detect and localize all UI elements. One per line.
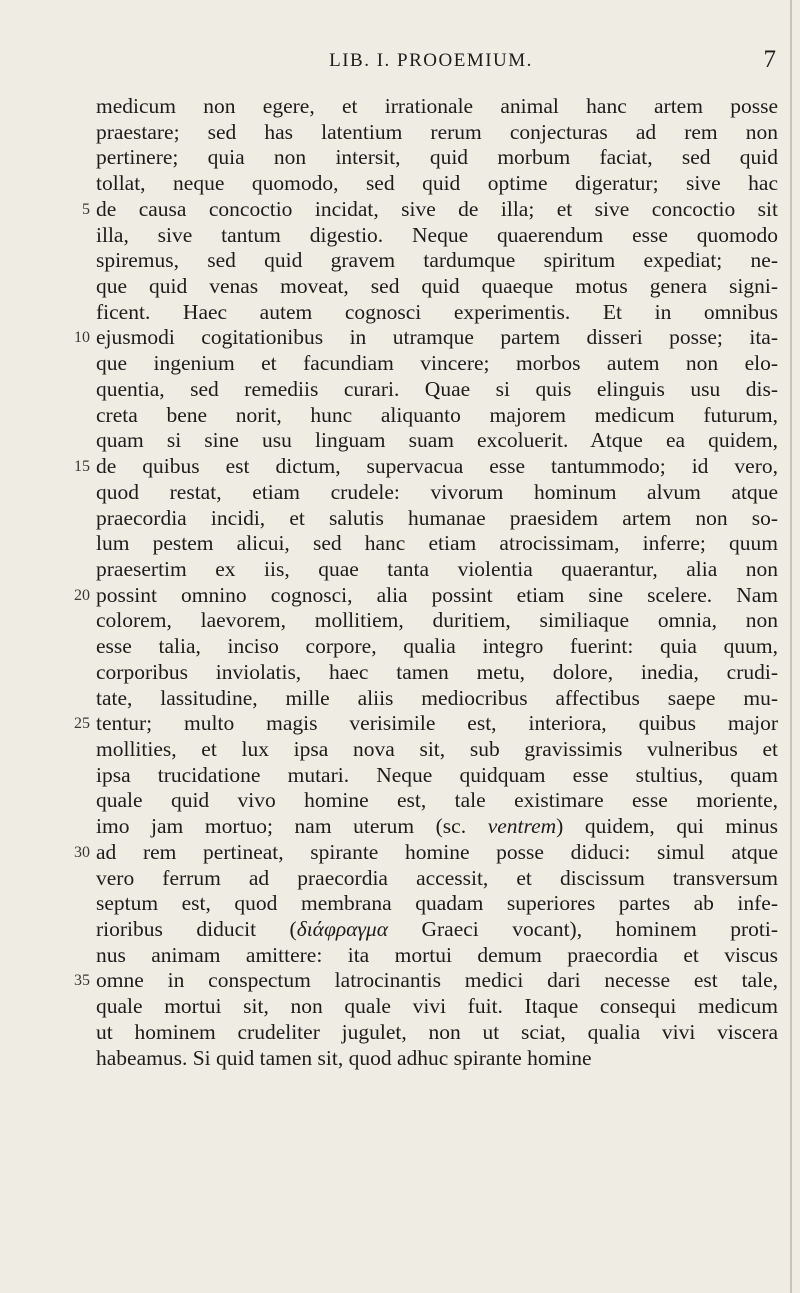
line-text: vero ferrum ad praecordia accessit, et discissum transversum bbox=[96, 865, 778, 890]
text-line bbox=[0, 428, 800, 454]
text-line bbox=[0, 403, 800, 429]
text-line bbox=[0, 737, 800, 763]
page-header bbox=[86, 48, 776, 78]
line-text: mollities, et lux ipsa nova sit, sub gravissimis vulneribus et bbox=[96, 736, 778, 761]
text-line bbox=[0, 763, 800, 789]
text-line bbox=[0, 1046, 800, 1072]
line-number: 35 bbox=[74, 972, 90, 990]
text-line bbox=[0, 634, 800, 660]
text-line bbox=[0, 866, 800, 892]
text-line bbox=[0, 891, 800, 917]
text-line bbox=[0, 608, 800, 634]
text-line bbox=[0, 1020, 800, 1046]
running-head: LIB. I. PROOEMIUM. bbox=[329, 50, 533, 71]
text-line bbox=[0, 686, 800, 712]
text-line bbox=[0, 377, 800, 403]
line-text: colorem, laevorem, mollitiem, duritiem, similiaque omnia, non bbox=[96, 608, 778, 633]
text-line bbox=[0, 531, 800, 557]
text-line bbox=[0, 197, 800, 223]
line-text: nus animam amittere: ita mortui demum praecordia et viscus bbox=[96, 942, 778, 967]
text-line bbox=[0, 145, 800, 171]
text-line bbox=[0, 660, 800, 686]
text-line bbox=[0, 788, 800, 814]
text-line bbox=[0, 94, 800, 120]
line-text: habeamus. Si quid tamen sit, quod adhuc spirante homine bbox=[96, 1045, 592, 1070]
line-text: spiremus, sed quid gravem tardumque spiritum expediat; ne- bbox=[96, 248, 778, 273]
text-line bbox=[0, 840, 800, 866]
text-line bbox=[0, 557, 800, 583]
line-text: pertinere; quia non intersit, quid morbum faciat, sed quid bbox=[96, 145, 778, 170]
line-text: creta bene norit, hunc aliquanto majorem medicum futurum, bbox=[96, 402, 778, 427]
line-text: corporibus inviolatis, haec tamen metu, dolore, inedia, crudi- bbox=[96, 659, 778, 684]
text-line bbox=[0, 943, 800, 969]
page-number: 7 bbox=[763, 46, 776, 73]
line-text: ut hominem crudeliter jugulet, non ut sciat, qualia vivi viscera bbox=[96, 1019, 778, 1044]
text-line bbox=[0, 454, 800, 480]
line-text: praestare; sed has latentium rerum conjecturas ad rem non bbox=[96, 119, 778, 144]
line-number: 25 bbox=[74, 715, 90, 733]
line-text: quod restat, etiam crudele: vivorum hominum alvum atque bbox=[96, 479, 778, 504]
text-line bbox=[0, 120, 800, 146]
line-text: que ingenium et facundiam vincere; morbos autem non elo- bbox=[96, 351, 778, 376]
body-text bbox=[0, 94, 800, 1071]
line-text: quale quid vivo homine est, tale existimare esse moriente, bbox=[96, 788, 778, 813]
line-text: ficent. Haec autem cognosci experimentis. Et in omnibus bbox=[96, 299, 778, 324]
line-text: septum est, quod membrana quadam superiores partes ab infe- bbox=[96, 891, 778, 916]
text-line bbox=[0, 968, 800, 994]
text-line bbox=[0, 814, 800, 840]
text-line bbox=[0, 325, 800, 351]
line-number: 10 bbox=[74, 329, 90, 347]
line-text: ipsa trucidatione mutari. Neque quidquam esse stultius, quam bbox=[96, 762, 778, 787]
line-text: tollat, neque quomodo, sed quid optime digeratur; sive hac bbox=[96, 171, 778, 196]
line-text: praesertim ex iis, quae tanta violentia quaerantur, alia non bbox=[96, 556, 778, 581]
line-text: quam si sine usu linguam suam excoluerit. Atque ea quidem, bbox=[96, 428, 778, 453]
line-text: medicum non egere, et irrationale animal hanc artem posse bbox=[96, 94, 778, 118]
line-text: ad rem pertineat, spirante homine posse diduci: simul atque bbox=[96, 839, 778, 864]
text-line bbox=[0, 171, 800, 197]
line-text: possint omnino cognosci, alia possint etiam sine scelere. Nam bbox=[96, 582, 778, 607]
line-text: tate, lassitudine, mille aliis mediocribus affectibus saepe mu- bbox=[96, 685, 778, 710]
line-text: omne in conspectum latrocinantis medici dari necesse est tale, bbox=[96, 968, 778, 993]
line-text: lum pestem alicui, sed hanc etiam atrocissimam, inferre; quum bbox=[96, 531, 778, 556]
text-line bbox=[0, 506, 800, 532]
text-line bbox=[0, 300, 800, 326]
line-text: ejusmodi cogitationibus in utramque partem disseri posse; ita- bbox=[96, 325, 778, 350]
line-text: quale mortui sit, non quale vivi fuit. Itaque consequi medicum bbox=[96, 994, 778, 1019]
line-text: quentia, sed remediis curari. Quae si quis elinguis usu dis- bbox=[96, 376, 778, 401]
line-number: 15 bbox=[74, 458, 90, 476]
line-number: 30 bbox=[74, 843, 90, 861]
line-text: esse talia, inciso corpore, qualia integro fuerint: quia quum, bbox=[96, 634, 778, 659]
text-line bbox=[0, 480, 800, 506]
text-line bbox=[0, 994, 800, 1020]
line-text: de quibus est dictum, supervacua esse tantummodo; id vero, bbox=[96, 454, 778, 479]
text-line bbox=[0, 583, 800, 609]
text-line bbox=[0, 223, 800, 249]
text-line bbox=[0, 351, 800, 377]
line-number: 5 bbox=[82, 200, 90, 218]
text-line bbox=[0, 711, 800, 737]
line-text: de causa concoctio incidat, sive de illa; et sive concoctio sit bbox=[96, 196, 778, 221]
line-number: 20 bbox=[74, 586, 90, 604]
line-text: tentur; multo magis verisimile est, interiora, quibus major bbox=[96, 711, 778, 736]
line-text: illa, sive tantum digestio. Neque quaerendum esse quomodo bbox=[96, 222, 778, 247]
text-line bbox=[0, 248, 800, 274]
line-text: rioribus diducit (διάφραγμα Graeci vocant), hominem proti- bbox=[96, 917, 778, 941]
text-line bbox=[0, 274, 800, 300]
line-text: praecordia incidi, et salutis humanae praesidem artem non so- bbox=[96, 505, 778, 530]
line-text: imo jam mortuo; nam uterum (sc. ventrem) quidem, qui minus bbox=[96, 814, 778, 839]
line-text: que quid venas moveat, sed quid quaeque motus genera signi- bbox=[96, 274, 778, 299]
text-line bbox=[0, 917, 800, 943]
